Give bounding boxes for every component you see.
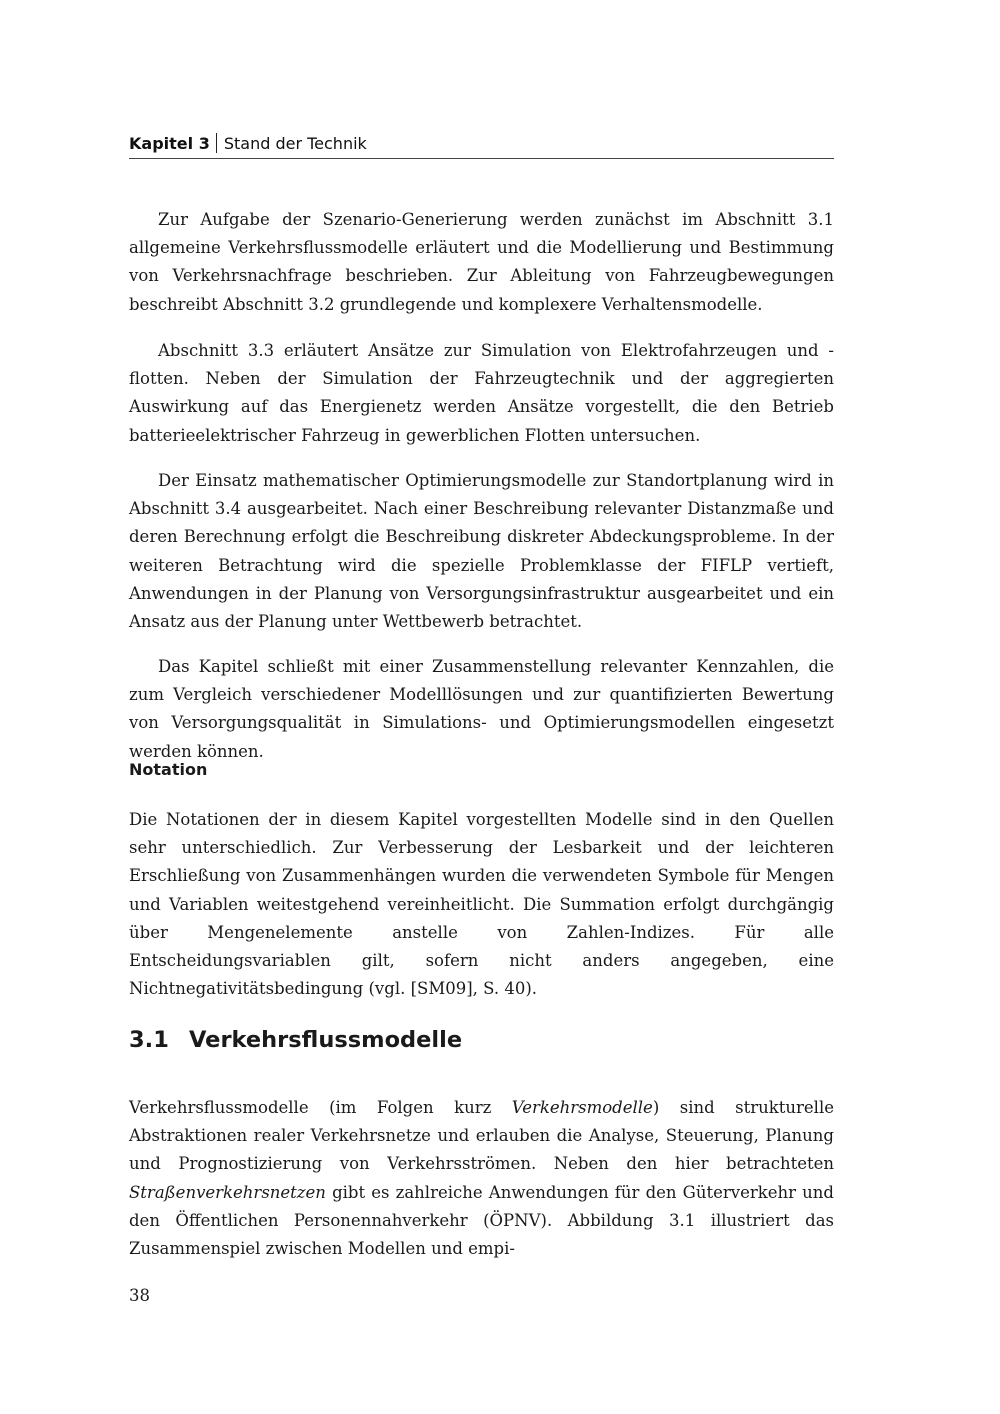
intro-paragraph-1: Zur Aufgabe der Szenario-Generierung werden zunächst im Abschnitt 3.1 allgemeine Verkehrsflussmodelle erläutert und die Modellierung und Bestimmung von Verkehrsnachfrage beschrieben. Zur Ableitung von Fahrzeugbewegungen beschreibt Abschnitt 3.2 grundlegende und komplexere Verhaltensmodelle. bbox=[129, 210, 834, 314]
intro-paragraph-3: Der Einsatz mathematischer Optimierungsmodelle zur Standortplanung wird in Abschnitt 3.4 ausgearbeitet. Nach einer Beschreibung relevanter Distanzmaße und deren Berechnung erfolgt die Beschreibung diskreter Abdeckungsprobleme. In der weiteren Betrachtung wird die spezielle Problemklasse der FIFLP vertieft, Anwendungen in der Planung von Versorgungsinfrastruktur ausgearbeitet und ein Ansatz aus der Planung unter Wettbewerb betrachtet. bbox=[129, 471, 834, 632]
intro-paragraph-2: Abschnitt 3.3 erläutert Ansätze zur Simulation von Elektrofahrzeugen und -flotten. Neben der Simulation der Fahrzeugtechnik und der aggregierten Auswirkung auf das Energienetz werden Ansätze vorgestellt, die den Betrieb batterieelektrischer Fahrzeug in gewerblichen Flotten untersuchen. bbox=[129, 341, 834, 445]
page-number: 38 bbox=[129, 1286, 150, 1305]
notation-heading: Notation bbox=[129, 760, 208, 779]
section-number: 3.1 bbox=[129, 1027, 169, 1053]
section-paragraph-part-1: Verkehrsflussmodelle (im Folgen kurz bbox=[129, 1098, 512, 1117]
header-chapter: Kapitel 3 bbox=[129, 134, 210, 153]
term-strassenverkehrsnetzen: Straßenverkehrsnetzen bbox=[129, 1182, 326, 1202]
section-paragraph-part-3: gibt es zahlreiche Anwendungen für den Güterverkehr und den Öffentlichen Personennahverkehr (ÖPNV). Abbildung 3.1 illustriert das Zusammenspiel zwischen Modellen und empi- bbox=[129, 1182, 834, 1259]
section-heading bbox=[129, 1024, 462, 1056]
intro-paragraph-4: Das Kapitel schließt mit einer Zusammenstellung relevanter Kennzahlen, die zum Vergleich verschiedener Modelllösungen und zur quantifizierten Bewertung von Versorgungsqualität in Simulations- und Optimierungsmodellen eingesetzt werden können. bbox=[129, 657, 834, 761]
notation-paragraph: Die Notationen der in diesem Kapitel vorgestellten Modelle sind in den Quellen sehr unterschiedlich. Zur Verbesserung der Lesbarkeit und der leichteren Erschließung von Zusammenhängen wurden die verwendeten Symbole für Mengen und Variablen weitestgehend vereinheitlicht. Die Summation erfolgt durchgängig über Mengenelemente anstelle von Zahlen-Indizes. Für alle Entscheidungsvariablen gilt, sofern nicht anders angegeben, eine Nichtnegativitätsbedingung (vgl. [SM09], S. 40). bbox=[129, 810, 834, 999]
section-paragraph bbox=[129, 1094, 834, 1263]
running-header bbox=[129, 133, 834, 159]
header-title: Stand der Technik bbox=[223, 134, 367, 153]
term-verkehrsmodelle: Verkehrsmodelle bbox=[511, 1098, 653, 1117]
section-paragraph-part-2: ) sind strukturelle Abstraktionen realer Verkehrsnetze und erlauben die Analyse, Steuerung, Planung und Prognostizierung von Verkehrsströmen. Neben den hier betrachteten bbox=[129, 1098, 834, 1174]
section-title: Verkehrsflussmodelle bbox=[189, 1027, 463, 1053]
header-separator bbox=[216, 133, 217, 153]
